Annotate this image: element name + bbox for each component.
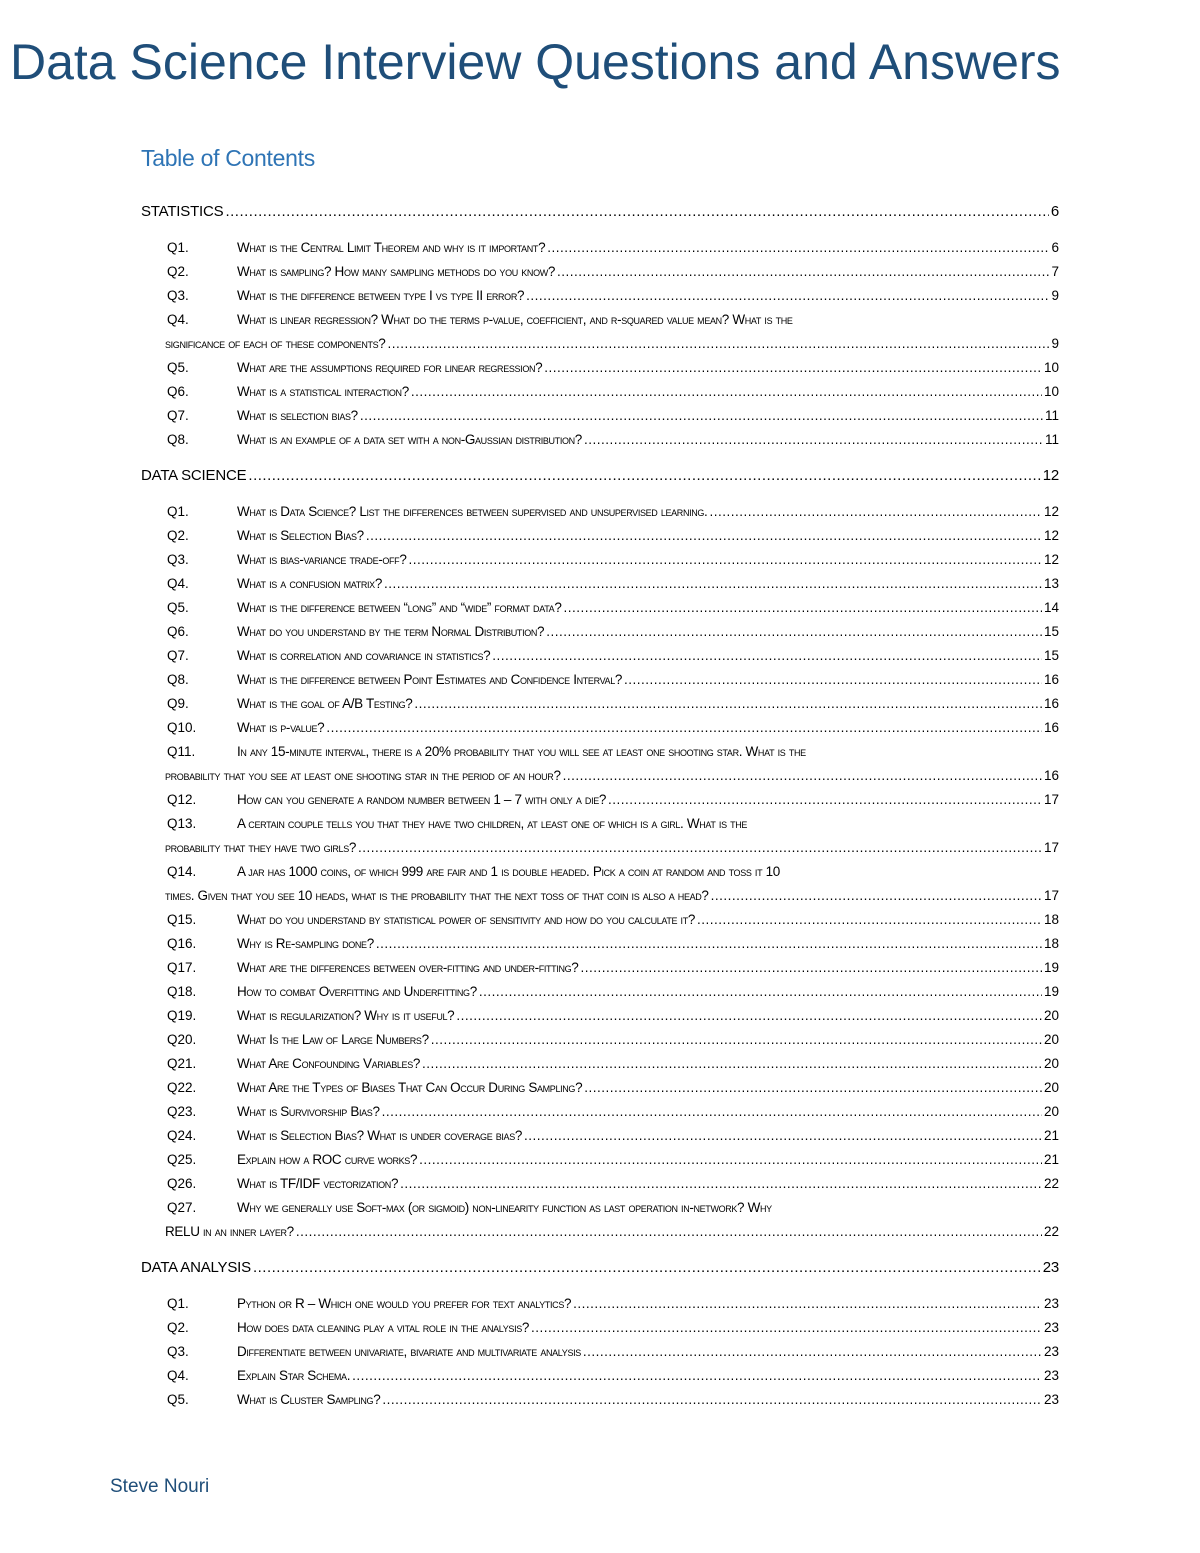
- toc-page-number: 23: [1043, 1368, 1059, 1383]
- question-number: Q27.: [167, 1200, 197, 1215]
- toc-page-number: 23: [1043, 1344, 1059, 1359]
- toc-entry-link[interactable]: [167, 716, 1059, 740]
- toc-entry-link[interactable]: [167, 668, 1059, 692]
- question-text: What do you understand by the term Normal Distribution?: [237, 624, 545, 639]
- toc-section-link[interactable]: [141, 464, 1059, 488]
- toc-page-number: 10: [1043, 384, 1059, 399]
- question-text: A jar has 1000 coins, of which 999 are fair and 1 is double headed. Pick a coin at random and toss it 10: [237, 864, 780, 879]
- question-text: What is TF/IDF vectorization?: [237, 1176, 399, 1191]
- toc-page-number: 14: [1043, 600, 1059, 615]
- question-text-continued: significance of each of these components?: [165, 336, 386, 351]
- dot-leader: [557, 260, 1049, 284]
- toc-body: [141, 200, 1059, 1412]
- toc-entry-link[interactable]: [167, 1076, 1059, 1100]
- question-number: Q10.: [167, 720, 197, 735]
- dot-leader: [547, 236, 1049, 260]
- question-text: In any 15-minute interval, there is a 20% probability that you will see at least one shooting star. What is the: [237, 744, 806, 759]
- toc-page-number: 21: [1043, 1152, 1059, 1167]
- toc-entry-link[interactable]: [167, 1124, 1059, 1148]
- toc-entry-link[interactable]: [167, 284, 1059, 308]
- question-number: Q7.: [167, 648, 189, 663]
- section-spacer: [141, 488, 1059, 500]
- dot-leader: [358, 836, 1042, 860]
- question-number: Q23.: [167, 1104, 197, 1119]
- question-text: What Are the Types of Biases That Can Occur During Sampling?: [237, 1080, 583, 1095]
- question-number: Q7.: [167, 408, 189, 423]
- question-text: What is the difference between “long” and “wide” format data?: [237, 600, 562, 615]
- question-number: Q11.: [167, 744, 196, 759]
- question-text-continued: times. Given that you see 10 heads, what is the probability that the next toss of that coin is also a head?: [165, 888, 709, 903]
- question-number: Q3.: [167, 288, 189, 303]
- toc-entry-link[interactable]: [167, 500, 1059, 524]
- dot-leader: [492, 644, 1042, 668]
- toc-entry-link[interactable]: [167, 596, 1059, 620]
- dot-leader: [563, 764, 1042, 788]
- question-number: Q1.: [167, 240, 189, 255]
- question-number: Q4.: [167, 1368, 189, 1383]
- dot-leader: [387, 332, 1049, 356]
- toc-entry-link[interactable]: [167, 908, 1059, 932]
- toc-page-number: 9: [1051, 288, 1059, 303]
- toc-entry-link[interactable]: [167, 1340, 1059, 1364]
- toc-page-number: 11: [1044, 432, 1059, 447]
- toc-entry-link[interactable]: [167, 1196, 1059, 1244]
- question-text: How can you generate a random number between 1 – 7 with only a die?: [237, 792, 607, 807]
- dot-leader: [573, 1292, 1042, 1316]
- question-text: What is Data Science? List the differences between supervised and unsupervised learning.: [237, 504, 708, 519]
- dot-leader: [400, 1172, 1042, 1196]
- question-text: What is the difference between Point Estimates and Confidence Interval?: [237, 672, 623, 687]
- toc-entry-link[interactable]: [167, 932, 1059, 956]
- dot-leader: [248, 464, 1040, 488]
- dot-leader: [584, 428, 1043, 452]
- question-text: What is a statistical interaction?: [237, 384, 409, 399]
- question-number: Q5.: [167, 360, 189, 375]
- dot-leader: [526, 284, 1049, 308]
- toc-entry-link[interactable]: [167, 356, 1059, 380]
- dot-leader: [531, 1316, 1042, 1340]
- dot-leader: [296, 1220, 1042, 1244]
- dot-leader: [382, 1100, 1042, 1124]
- question-number: Q21.: [167, 1056, 197, 1071]
- question-text: What is regularization? Why is it useful?: [237, 1008, 455, 1023]
- toc-entry-link[interactable]: [167, 524, 1059, 548]
- footer-author: Steve Nouri: [110, 1476, 210, 1497]
- question-text: What is the Central Limit Theorem and why is it important?: [237, 240, 546, 255]
- dot-leader: [580, 956, 1042, 980]
- toc-page-number: 6: [1050, 203, 1059, 220]
- question-text: What are the assumptions required for linear regression?: [237, 360, 543, 375]
- toc-entry-link[interactable]: [167, 1028, 1059, 1052]
- question-text: What is p-value?: [237, 720, 325, 735]
- dot-leader: [414, 692, 1042, 716]
- toc-entry-link[interactable]: [167, 380, 1059, 404]
- toc-entry-link[interactable]: [167, 1004, 1059, 1028]
- toc-section-link[interactable]: [141, 200, 1059, 224]
- question-number: Q1.: [167, 504, 189, 519]
- toc-page-number: 12: [1043, 552, 1059, 567]
- toc-page-number: 16: [1043, 672, 1059, 687]
- dot-leader: [608, 788, 1042, 812]
- dot-leader: [431, 1028, 1042, 1052]
- toc-entry-link[interactable]: [167, 956, 1059, 980]
- toc-page-number: 11: [1044, 408, 1059, 423]
- toc-section-link[interactable]: [141, 1256, 1059, 1280]
- toc-page-number: 16: [1043, 720, 1059, 735]
- toc-entry-link[interactable]: [167, 692, 1059, 716]
- question-number: Q17.: [167, 960, 197, 975]
- toc-entry-link[interactable]: [167, 308, 1059, 356]
- toc-page-number: 19: [1043, 960, 1059, 975]
- dot-leader: [711, 884, 1042, 908]
- toc-section-title: DATA SCIENCE: [141, 467, 247, 484]
- toc-page-number: 12: [1042, 467, 1059, 484]
- question-text: What is Cluster Sampling?: [237, 1392, 381, 1407]
- toc-entry-link[interactable]: [167, 572, 1059, 596]
- question-text: Why is Re-sampling done?: [237, 936, 374, 951]
- question-number: Q4.: [167, 576, 189, 591]
- question-text: What Is the Law of Large Numbers?: [237, 1032, 429, 1047]
- question-text: Python or R – Which one would you prefer for text analytics?: [237, 1296, 572, 1311]
- toc-page-number: 15: [1043, 624, 1059, 639]
- question-text: How does data cleaning play a vital role in the analysis?: [237, 1320, 530, 1335]
- toc-page-number: 17: [1043, 840, 1059, 855]
- question-number: Q2.: [167, 528, 189, 543]
- question-text: What is selection bias?: [237, 408, 358, 423]
- question-number: Q14.: [167, 864, 197, 879]
- toc-entry-link[interactable]: [167, 1148, 1059, 1172]
- question-number: Q25.: [167, 1152, 197, 1167]
- toc-page-number: 22: [1043, 1176, 1059, 1191]
- toc-entry-link[interactable]: [167, 236, 1059, 260]
- document-title: Data Science Interview Questions and Answers: [10, 34, 1061, 90]
- toc-entry-link[interactable]: [167, 644, 1059, 668]
- toc-page-number: 17: [1043, 888, 1059, 903]
- toc-page-number: 18: [1043, 912, 1059, 927]
- question-number: Q13.: [167, 816, 197, 831]
- question-text: What is bias-variance trade-off?: [237, 552, 407, 567]
- dot-leader: [456, 1004, 1042, 1028]
- dot-leader: [352, 1364, 1042, 1388]
- question-text: What do you understand by statistical power of sensitivity and how do you calculate it?: [237, 912, 696, 927]
- toc-entry-link[interactable]: [167, 260, 1059, 284]
- question-text: What is sampling? How many sampling methods do you know?: [237, 264, 556, 279]
- dot-leader: [584, 1076, 1042, 1100]
- question-number: Q8.: [167, 432, 189, 447]
- toc-page-number: 12: [1043, 528, 1059, 543]
- toc-entry-link[interactable]: [167, 1316, 1059, 1340]
- toc-section-title: STATISTICS: [141, 203, 224, 220]
- dot-leader: [479, 980, 1042, 1004]
- question-text-continued: RELU in an inner layer?: [165, 1224, 294, 1239]
- dot-leader: [524, 1124, 1042, 1148]
- toc-page-number: 12: [1043, 504, 1059, 519]
- dot-leader: [697, 908, 1042, 932]
- toc-page-number: 17: [1043, 792, 1059, 807]
- dot-leader: [326, 716, 1042, 740]
- question-number: Q3.: [167, 552, 189, 567]
- toc-entry-link[interactable]: [167, 788, 1059, 812]
- question-number: Q1.: [167, 1296, 189, 1311]
- question-number: Q3.: [167, 1344, 189, 1359]
- question-number: Q15.: [167, 912, 197, 927]
- dot-leader: [624, 668, 1042, 692]
- toc-entry-link[interactable]: [167, 404, 1059, 428]
- question-text: How to combat Overfitting and Underfitting?: [237, 984, 477, 999]
- question-number: Q18.: [167, 984, 197, 999]
- dot-leader: [376, 932, 1042, 956]
- question-number: Q24.: [167, 1128, 197, 1143]
- question-text: What is linear regression? What do the terms p-value, coefficient, and r-squared value mean? What is the: [237, 312, 793, 327]
- question-text: Explain how a ROC curve works?: [237, 1152, 418, 1167]
- toc-page-number: 9: [1051, 336, 1059, 351]
- question-text: What is Selection Bias?: [237, 528, 364, 543]
- question-text-continued: probability that they have two girls?: [165, 840, 357, 855]
- dot-leader: [225, 200, 1048, 224]
- question-number: Q4.: [167, 312, 189, 327]
- toc-page-number: 21: [1043, 1128, 1059, 1143]
- toc-page-number: 10: [1043, 360, 1059, 375]
- question-number: Q12.: [167, 792, 197, 807]
- dot-leader: [384, 572, 1042, 596]
- question-number: Q9.: [167, 696, 189, 711]
- toc-entry-link[interactable]: [167, 1172, 1059, 1196]
- toc-entry-link[interactable]: [167, 980, 1059, 1004]
- question-text: What is Selection Bias? What is under coverage bias?: [237, 1128, 523, 1143]
- toc-page-number: 18: [1043, 936, 1059, 951]
- toc-page-number: 6: [1051, 240, 1059, 255]
- question-text: What is correlation and covariance in statistics?: [237, 648, 491, 663]
- question-number: Q16.: [167, 936, 197, 951]
- dot-leader: [411, 380, 1042, 404]
- dot-leader: [253, 1256, 1041, 1280]
- toc-section-title: DATA ANALYSIS: [141, 1259, 251, 1276]
- question-text: Explain Star Schema.: [237, 1368, 351, 1383]
- table-of-contents: [141, 140, 1059, 1412]
- question-text: What is an example of a data set with a non-Gaussian distribution?: [237, 432, 582, 447]
- question-number: Q6.: [167, 384, 189, 399]
- dot-leader: [360, 404, 1043, 428]
- toc-entry-link[interactable]: [167, 740, 1059, 788]
- toc-page-number: 20: [1043, 1080, 1059, 1095]
- toc-entry-link[interactable]: [167, 812, 1059, 860]
- toc-entry-link[interactable]: [167, 1388, 1059, 1412]
- toc-entry-link[interactable]: [167, 1292, 1059, 1316]
- toc-entry-link[interactable]: [167, 548, 1059, 572]
- toc-page-number: 13: [1043, 576, 1059, 591]
- section-spacer: [141, 224, 1059, 236]
- question-text: What are the differences between over-fitting and under-fitting?: [237, 960, 579, 975]
- toc-page-number: 20: [1043, 1056, 1059, 1071]
- toc-page-number: 23: [1043, 1296, 1059, 1311]
- toc-entry-link[interactable]: [167, 860, 1059, 908]
- question-text: A certain couple tells you that they have two children, at least one of which is a girl. What is the: [237, 816, 748, 831]
- question-text: What is the difference between type I vs type II error?: [237, 288, 525, 303]
- question-text: What is a confusion matrix?: [237, 576, 382, 591]
- question-text: What is Survivorship Bias?: [237, 1104, 380, 1119]
- dot-leader: [408, 548, 1041, 572]
- question-text: What Are Confounding Variables?: [237, 1056, 421, 1071]
- toc-entry-link[interactable]: [167, 1100, 1059, 1124]
- toc-page-number: 20: [1043, 1104, 1059, 1119]
- dot-leader: [544, 356, 1042, 380]
- question-number: Q26.: [167, 1176, 197, 1191]
- toc-page-number: 23: [1042, 1259, 1059, 1276]
- toc-entry-link[interactable]: [167, 1052, 1059, 1076]
- question-number: Q20.: [167, 1032, 197, 1047]
- toc-page-number: 7: [1051, 264, 1059, 279]
- question-number: Q5.: [167, 1392, 189, 1407]
- question-number: Q8.: [167, 672, 189, 687]
- question-number: Q2.: [167, 264, 189, 279]
- question-number: Q2.: [167, 1320, 189, 1335]
- dot-leader: [563, 596, 1041, 620]
- toc-entry-link[interactable]: [167, 620, 1059, 644]
- toc-page-number: 20: [1043, 1032, 1059, 1047]
- question-text: Differentiate between univariate, bivariate and multivariate analysis: [237, 1344, 581, 1359]
- toc-entry-link[interactable]: [167, 428, 1059, 452]
- dot-leader: [366, 524, 1042, 548]
- toc-heading: Table of Contents: [141, 145, 315, 171]
- dot-leader: [419, 1148, 1042, 1172]
- toc-entry-link[interactable]: [167, 1364, 1059, 1388]
- section-spacer: [141, 1280, 1059, 1292]
- toc-page-number: 16: [1043, 696, 1059, 711]
- dot-leader: [422, 1052, 1042, 1076]
- question-number: Q6.: [167, 624, 189, 639]
- question-text: What is the goal of A/B Testing?: [237, 696, 413, 711]
- dot-leader: [709, 500, 1042, 524]
- toc-page-number: 23: [1043, 1392, 1059, 1407]
- question-text: Why we generally use Soft-max (or sigmoid) non-linearity function as last operation in-network? Why: [237, 1200, 772, 1215]
- toc-page-number: 15: [1043, 648, 1059, 663]
- question-number: Q5.: [167, 600, 189, 615]
- question-number: Q22.: [167, 1080, 197, 1095]
- toc-page-number: 22: [1043, 1224, 1059, 1239]
- question-number: Q19.: [167, 1008, 197, 1023]
- question-text-continued: probability that you see at least one shooting star in the period of an hour?: [165, 768, 561, 783]
- toc-page-number: 20: [1043, 1008, 1059, 1023]
- toc-page-number: 19: [1043, 984, 1059, 999]
- dot-leader: [583, 1340, 1042, 1364]
- dot-leader: [546, 620, 1042, 644]
- toc-page-number: 16: [1043, 768, 1059, 783]
- toc-page-number: 23: [1043, 1320, 1059, 1335]
- dot-leader: [382, 1388, 1042, 1412]
